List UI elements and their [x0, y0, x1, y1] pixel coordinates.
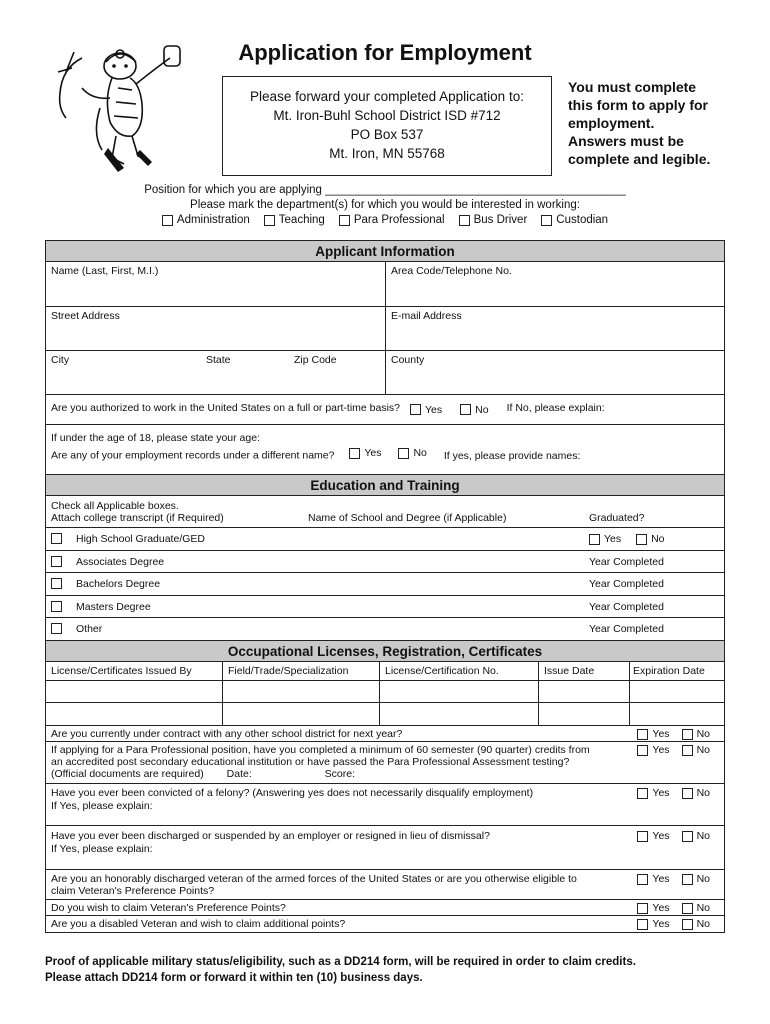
checkbox[interactable] [682, 831, 693, 842]
column-header: License/Certification No. [380, 662, 539, 680]
year-completed-label: Year Completed [589, 601, 664, 613]
question-label: If applying for a Para Professional position, have you completed a minimum of 60 semester (90 quarter) credits from [51, 744, 590, 756]
issue-date-input[interactable] [539, 681, 630, 702]
checkbox[interactable] [264, 215, 275, 226]
question-label: (Official documents are required) [51, 768, 204, 780]
option-label: Bus Driver [473, 214, 528, 226]
field-label: Street Address [51, 310, 120, 322]
checkbox[interactable] [637, 745, 648, 756]
attach-label: Attach college transcript (if Required) [51, 512, 224, 524]
graduated-yes[interactable] [589, 533, 621, 545]
explain-label: If yes, please provide names: [443, 449, 581, 462]
checkbox[interactable] [637, 788, 648, 799]
column-header: License/Certificates Issued By [46, 662, 223, 680]
degree-label: Other [76, 623, 103, 635]
miner-mascot-logo [52, 38, 192, 174]
note-line: Please attach DD214 form or forward it within ten (10) business days. [45, 972, 423, 984]
no-option[interactable] [682, 787, 710, 800]
no-option[interactable] [682, 918, 710, 930]
position-applying-field[interactable]: Position for which you are applying _______________________________________________ [144, 184, 626, 196]
graduated-no[interactable] [636, 533, 664, 545]
associates-checkbox[interactable] [51, 556, 62, 567]
option-label: Teaching [278, 214, 325, 226]
phone-field[interactable] [386, 262, 724, 306]
yes-no-options [637, 744, 710, 756]
question-label: Are you a disabled Veteran and wish to claim additional points? [51, 918, 346, 930]
yes-no-options [637, 830, 710, 843]
option-label: No [696, 744, 710, 756]
question-label: Are any of your employment records under a different name? [51, 449, 335, 462]
year-completed-label: Year Completed [589, 578, 664, 590]
expiration-date-input[interactable] [630, 703, 724, 725]
veteran-question-row [46, 870, 724, 900]
option-label: Yes [652, 744, 670, 756]
checkbox[interactable] [410, 404, 421, 415]
degree-row [46, 551, 724, 573]
question-label: Have you ever been discharged or suspended by an employer or resigned in lieu of dismissal? [51, 830, 490, 842]
yes-no-options [637, 787, 710, 800]
checkbox[interactable] [682, 903, 693, 914]
year-completed-label: Year Completed [589, 623, 664, 635]
felony-question-row [46, 784, 724, 826]
dept-bus-driver[interactable] [459, 214, 528, 226]
yes-no-options [637, 918, 710, 930]
date-field[interactable]: Date: [226, 768, 252, 780]
option-label: No [413, 447, 427, 459]
option-label: Yes [652, 728, 670, 740]
diff-name-no[interactable] [398, 447, 426, 459]
question-label: Are you authorized to work in the United States on a full or part-time basis? [51, 402, 401, 414]
checkbox[interactable] [682, 745, 693, 756]
field-label: City [51, 354, 70, 366]
address-line: Mt. Iron-Buhl School District ISD #712 [273, 108, 501, 123]
license-number-input[interactable] [380, 703, 539, 725]
para-question-row [46, 742, 724, 784]
explain-field[interactable]: If Yes, please explain: [51, 843, 153, 855]
checkbox[interactable] [637, 874, 648, 885]
diff-name-yes[interactable] [349, 447, 381, 459]
expiration-date-input[interactable] [630, 681, 724, 702]
address-line: PO Box 537 [350, 127, 424, 142]
yes-option[interactable] [637, 918, 669, 930]
name-phone-row [46, 262, 724, 307]
yes-option[interactable] [637, 902, 669, 914]
option-label: No [651, 533, 665, 545]
education-heading: Education and Training [46, 475, 724, 496]
checkbox[interactable] [682, 874, 693, 885]
completion-notice [568, 78, 748, 168]
checkbox[interactable] [541, 215, 552, 226]
question-label: claim Veteran's Preference Points? [51, 885, 215, 897]
address-line: Please forward your completed Application to: [250, 89, 524, 104]
authorized-no[interactable] [460, 402, 488, 417]
license-columns-row [46, 662, 724, 681]
checkbox[interactable] [636, 534, 647, 545]
degree-row [46, 618, 724, 641]
dept-custodian[interactable] [541, 214, 608, 226]
option-label: No [696, 918, 710, 930]
checkbox[interactable] [682, 919, 693, 930]
authorized-row [46, 395, 724, 425]
license-issuer-input[interactable] [46, 681, 223, 702]
notice-line: Answers must be [568, 133, 684, 149]
yes-option[interactable] [637, 728, 669, 740]
checkbox[interactable] [637, 919, 648, 930]
name-field[interactable] [46, 262, 386, 306]
checkbox[interactable] [637, 729, 648, 740]
column-header: Expiration Date [633, 665, 705, 677]
no-option[interactable] [682, 830, 710, 843]
city-state-zip-field[interactable] [46, 351, 386, 394]
other-checkbox[interactable] [51, 623, 62, 634]
no-option[interactable] [682, 873, 710, 885]
notice-line: this form to apply for [568, 97, 708, 113]
graduated-options [589, 533, 665, 548]
age-field[interactable]: If under the age of 18, please state your age: [51, 432, 260, 444]
notice-line: You must complete [568, 79, 697, 95]
issue-date-input[interactable] [539, 703, 630, 725]
no-option[interactable] [682, 744, 710, 756]
option-label: Yes [652, 918, 670, 930]
field-label: County [391, 354, 425, 366]
license-field-input[interactable] [223, 703, 380, 725]
notice-line: employment. [568, 115, 655, 131]
question-label: an accredited post secondary educational institution or have passed the Para Professional Assessment testing? [51, 756, 570, 768]
score-field[interactable]: Score: [324, 768, 356, 780]
option-label: No [696, 873, 710, 885]
no-option[interactable] [682, 728, 710, 740]
column-header: Name of School and Degree (if Applicable) [308, 512, 507, 524]
option-label: Yes [425, 403, 443, 416]
yes-option[interactable] [637, 830, 669, 843]
checkbox[interactable] [682, 729, 693, 740]
checkbox[interactable] [349, 448, 360, 459]
checkbox[interactable] [459, 215, 470, 226]
yes-option[interactable] [637, 744, 669, 756]
license-number-input[interactable] [380, 681, 539, 702]
field-label: Zip Code [294, 354, 337, 366]
option-label: Custodian [556, 214, 609, 226]
degree-label: Masters Degree [76, 601, 151, 613]
column-header: Field/Trade/Specialization [223, 662, 380, 680]
bachelors-checkbox[interactable] [51, 578, 62, 589]
option-label: No [696, 728, 710, 740]
authorized-yes[interactable] [410, 402, 442, 417]
hs-row [46, 528, 724, 551]
degree-label: High School Graduate/GED [76, 533, 205, 545]
degree-row [46, 573, 724, 596]
no-option[interactable] [682, 902, 710, 914]
question-label: Are you currently under contract with any other school district for next year? [51, 728, 403, 740]
dept-para-professional[interactable] [339, 214, 445, 226]
question-label: Do you wish to claim Veteran's Preference Points? [51, 902, 286, 914]
contract-question-row [46, 726, 724, 742]
department-options [0, 214, 770, 226]
age-name-row [46, 425, 724, 475]
page-title: Application for Employment [238, 40, 532, 65]
application-form [45, 240, 725, 933]
option-label: No [696, 787, 710, 799]
option-label: Yes [364, 447, 382, 459]
checkbox[interactable] [460, 404, 471, 415]
discharged-question-row [46, 826, 724, 870]
yes-no-options [637, 902, 710, 914]
option-label: Para Professional [353, 214, 445, 226]
disabled-veteran-row [46, 916, 724, 932]
dept-administration[interactable] [162, 214, 250, 226]
city-state-row [46, 351, 724, 395]
option-label: Administration [176, 214, 250, 226]
licenses-heading: Occupational Licenses, Registration, Certificates [46, 641, 724, 662]
different-name-line [51, 447, 719, 462]
field-label: Name (Last, First, M.I.) [51, 265, 159, 277]
military-proof-note [45, 954, 725, 986]
license-entry-row [46, 703, 724, 726]
question-label: Have you ever been convicted of a felony? (Answering yes does not necessarily disqualify employment) [51, 787, 534, 799]
applicant-info-heading: Applicant Information [46, 241, 724, 262]
checkbox[interactable] [339, 215, 350, 226]
option-label: No [475, 403, 489, 416]
claim-points-row [46, 900, 724, 916]
field-label: E-mail Address [391, 310, 462, 322]
license-issuer-input[interactable] [46, 703, 223, 725]
question-label: Are you an honorably discharged veteran of the armed forces of the United States or are you otherwise eligible to [51, 873, 577, 885]
option-label: No [696, 902, 710, 914]
yes-no-options [637, 873, 710, 885]
para-docs-line [51, 768, 719, 780]
hs-checkbox[interactable] [51, 533, 62, 544]
county-field[interactable] [386, 351, 724, 394]
dept-teaching[interactable] [264, 214, 325, 226]
license-field-input[interactable] [223, 681, 380, 702]
degree-row [46, 596, 724, 618]
checkbox[interactable] [398, 448, 409, 459]
checkbox[interactable] [682, 788, 693, 799]
department-prompt: Please mark the department(s) for which you would be interested in working: [190, 199, 580, 211]
option-label: Yes [604, 533, 622, 545]
yes-no-options [637, 728, 710, 740]
address-line: Mt. Iron, MN 55768 [329, 146, 445, 161]
column-header: Graduated? [589, 512, 645, 524]
column-header: Issue Date [539, 662, 630, 680]
option-label: Yes [652, 830, 670, 842]
checkbox[interactable] [637, 831, 648, 842]
mailing-address-box [222, 76, 552, 176]
explain-label: If No, please explain: [506, 402, 605, 414]
degree-label: Bachelors Degree [76, 578, 161, 590]
field-label: State [206, 354, 231, 366]
option-label: Yes [652, 873, 670, 885]
option-label: No [696, 830, 710, 842]
notice-line: complete and legible. [568, 151, 711, 167]
checkbox[interactable] [589, 534, 600, 545]
checkbox[interactable] [637, 903, 648, 914]
year-completed-label: Year Completed [589, 556, 664, 568]
email-field[interactable] [386, 307, 724, 350]
option-label: Yes [652, 902, 670, 914]
license-entry-row [46, 681, 724, 703]
field-label: Area Code/Telephone No. [391, 265, 512, 277]
education-header-row [46, 496, 724, 528]
education-instruction: Check all Applicable boxes. [51, 500, 179, 512]
street-field[interactable] [46, 307, 386, 350]
masters-checkbox[interactable] [51, 601, 62, 612]
street-email-row [46, 307, 724, 351]
option-label: Yes [652, 787, 670, 799]
yes-option[interactable] [637, 873, 669, 885]
education-columns [51, 512, 719, 524]
checkbox[interactable] [162, 215, 173, 226]
degree-label: Associates Degree [76, 556, 165, 568]
note-line: Proof of applicable military status/eligibility, such as a DD214 form, will be required in order to claim credits. [45, 956, 636, 968]
explain-field[interactable]: If Yes, please explain: [51, 800, 153, 812]
yes-option[interactable] [637, 787, 669, 800]
